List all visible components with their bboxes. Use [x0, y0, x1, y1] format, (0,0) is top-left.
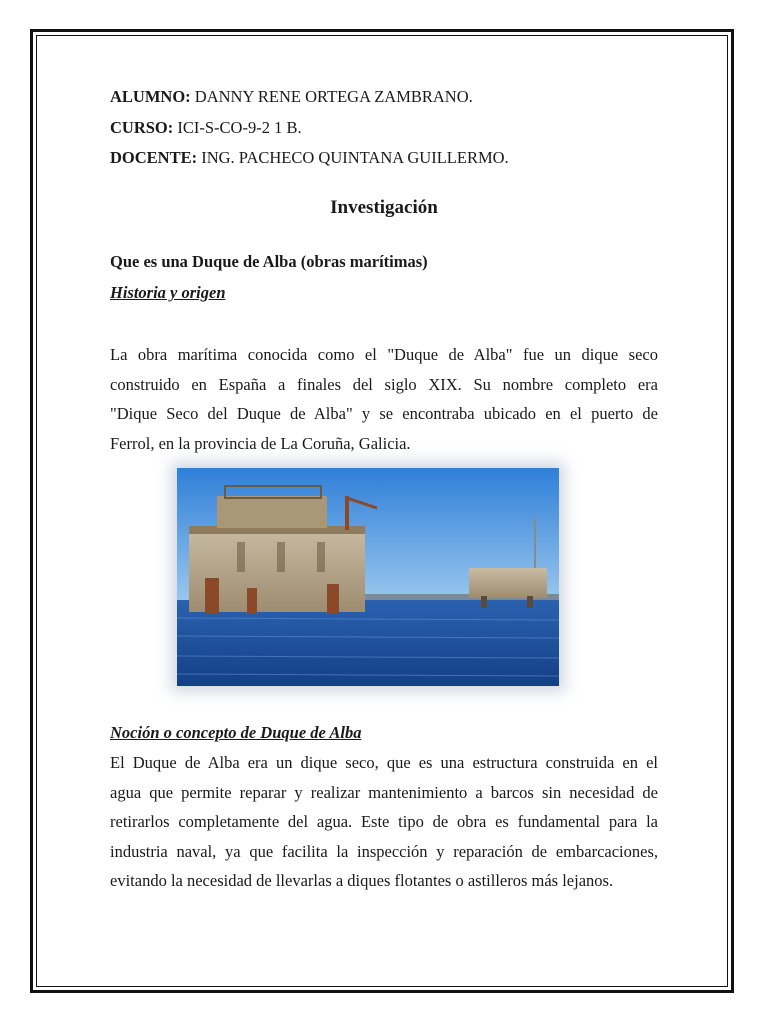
paragraph-concept: [110, 748, 658, 896]
paragraph-line: La obra marítima conocida como el "Duque de Alba" fue un dique seco: [110, 345, 658, 364]
docente-value: ING. PACHECO QUINTANA GUILLERMO.: [201, 148, 509, 167]
curso-value: ICI-S-CO-9-2 1 B.: [177, 118, 302, 137]
duque-de-alba-photo: [177, 468, 559, 686]
paragraph-line: Ferrol, en la provincia de La Coruña, Galicia.: [110, 433, 411, 453]
student-line: [110, 87, 473, 107]
document-subtitle: Que es una Duque de Alba (obras marítimas): [110, 252, 428, 271]
docente-label: DOCENTE:: [110, 148, 198, 167]
paragraph-line: agua que permite reparar y realizar mantenimiento a barcos sin necesidad de: [110, 782, 658, 802]
page-title: Investigación: [330, 197, 438, 218]
teacher-line: [110, 148, 509, 168]
section-heading-concept: Noción o concepto de Duque de Alba: [110, 723, 362, 742]
alumno-value: DANNY RENE ORTEGA ZAMBRANO.: [194, 87, 473, 106]
paragraph-line: "Dique Seco del Duque de Alba" y se encontraba ubicado en el puerto de: [110, 404, 658, 423]
course-line: [110, 118, 302, 138]
curso-label: CURSO:: [110, 118, 174, 137]
paragraph-line: evitando la necesidad de llevarlas a diques flotantes o astilleros más lejanos.: [110, 871, 614, 890]
paragraph-history: [110, 340, 658, 458]
paragraph-line: construido en España a finales del siglo XIX. Su nombre completo era: [110, 374, 658, 394]
paragraph-line: El Duque de Alba era un dique seco, que es una estructura construida en el: [110, 753, 658, 772]
section-heading-history: Historia y origen: [110, 283, 226, 302]
paragraph-line: retirarlos completamente del agua. Este tipo de obra es fundamental para la: [110, 812, 658, 831]
paragraph-line: industria naval, ya que facilita la inspección y reparación de embarcaciones,: [110, 841, 658, 861]
alumno-label: ALUMNO:: [110, 87, 191, 106]
